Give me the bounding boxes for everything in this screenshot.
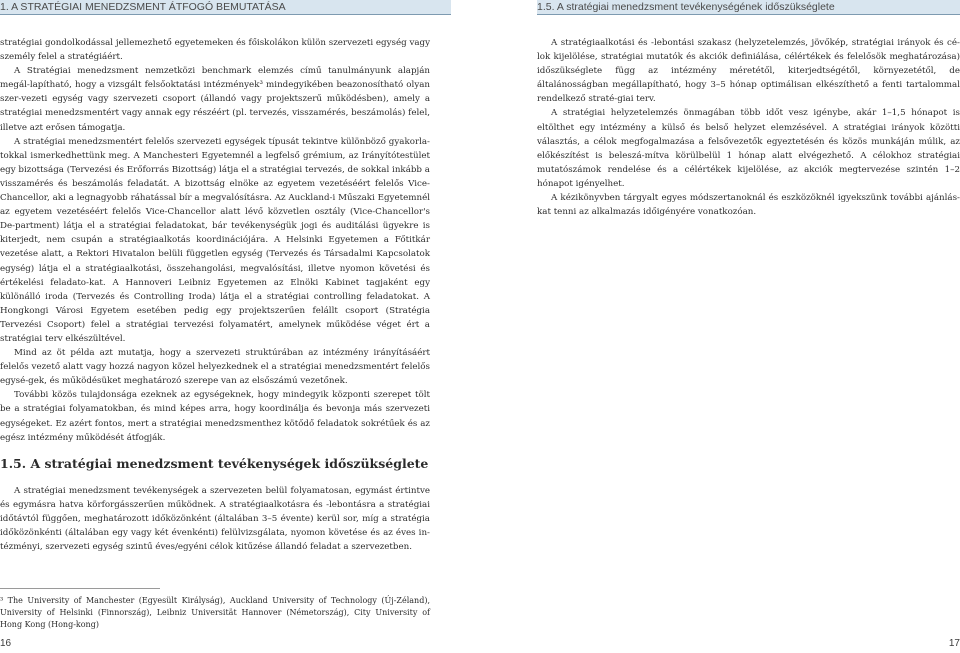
running-header-right: 1.5. A stratégiai menedzsment tevékenységének időszükséglete [537, 0, 960, 15]
footnote-divider [0, 588, 160, 589]
running-header-left: 1. A STRATÉGIAI MENEDZSMENT ÁTFOGÓ BEMUTATÁSA [0, 0, 451, 15]
footnote: ³ The University of Manchester (Egyesült Királyság), Auckland University of Technology (Új-Zéland), University of Helsinki (Finnország), Leibniz Universität Hannover (Németország), City University of Hong Kong (Hong-kong) [0, 596, 430, 629]
section-heading: 1.5. A stratégiai menedzsment tevékenységek időszükséglete [0, 456, 429, 471]
paragraph: További közös tulajdonsága ezeknek az egységeknek, hogy mindegyik központi szerepet tölt be a stratégiai folyamatokban, és mind képes arra, hogy koordinálja és bevonja más szervezeti egységeket. Ez azért fontos, mert a stratégiai menedzsmenthez kötődő feladatok sokrétűek és az egész intézmény működését átfogják. [0, 390, 430, 443]
page-number-right: 17 [948, 638, 960, 649]
paragraph: stratégiai gondolkodással jellemezhető egyetemeken és főiskolákon külön szervezeti egység vagy személy felel a stratégiáért. [0, 38, 430, 63]
paragraph: Mind az öt példa azt mutatja, hogy a szervezeti struktúrában az intézmény irányításáért felelős vezető alatt vagy hozzá nagyon közel helyezkednek el a stratégiai menedzsmentért felelős egysé-gek, és működésüket meghatározó szerepe van az elsőszámú vezetőnek. [0, 348, 430, 387]
page-number-left: 16 [0, 638, 12, 649]
paragraph: A kézikönyvben tárgyalt egyes módszertanoknál és eszközöknél igyekszünk további ajánlás-kat tenni az alkalmazás időigényére vonatkozóan. [537, 193, 960, 218]
paragraph: A stratégiai menedzsmentért felelős szervezeti egységek típusát tekintve különböző gyakorla-tokkal ismerkedhettünk meg. A Manchesteri Egyetemnél a legfelső grémium, az Irányítótestület egy bizottsága (Tervezési és Erőforrás Bizottság) látja el a stratégiai tervezés, de sokkal inkább a visszamérés és beszámolás feladatát. A bizottság elnöke az egyetem vezetéséért felelős Vice-Chancellor, aki a legnagyobb ráhatással bír a megvalósításra. Az Auckland-i Műszaki Egyetemnél az egyetem vezetéséért felelős Vice-Chancellor alatt lévő közvetlen osztály (Vice-Chancellor's De-partment) látja el a stratégiai feladatokat, bár tevékenységük jogi és auditálási ügyekre is kiterjedt, nem csupán a stratégiaalkotás koordinációjára. A Helsinki Egyetemen a Főtitkár vezetése alatt, a Rektori Hivatalon belüli független egység (Tervezés és Társadalmi Kapcsolatok egység) látja el a stratégiaalkotási, összehangolási, megvalósítási, illetve nyomon követési és értékelési feladato-kat. A Hannoveri Leibniz Egyetemen az Elnöki Kabinet tagjaként egy különálló iroda (Tervezés és Controlling Iroda) látja el a stratégiai controlling feladatokat. A Hongkongi Városi Egyetem esetében pedig egy projektszerűen felállt csoport (Stratégia Tervezési Csoport) felel a stratégiai tervezési folyamatért, amelynek működése véget ért a stratégiai terv elkészültével. [0, 136, 430, 344]
paragraph: A stratégiai menedzsment tevékenységek a szervezeten belül folyamatosan, egymást értintve és egymásra hatva körforgásszerűen működnek. A stratégiaalkotásra és -lebontásra a stratégiai időtávtól függően, meghatározott időközönként (általában 3–5 évente) kerül sor, míg a stratégia időközönkénti (általában egy vagy két évenkénti) felülvizsgálata, nyomon követése és az éves in-tézményi, szervezeti egység szintű éves/egyéni célok kitűzése állandó feladat a szervezetben. [0, 486, 430, 553]
paragraph: A Stratégiai menedzsment nemzetközi benchmark elemzés című tanulmányunk alapján megál-lapítható, hogy a vizsgált felsőoktatási intézmények³ mindegyikében beazonosítható olyan szer-vezeti egység vagy szervezeti csoport (állandó vagy projektszerű működésben), amely a stratégiai menedzsmentért vagy annak egy részéért (pl. tervezés, visszamérés, beszámolás) felel, illetve azt erősen támogatja. [0, 66, 430, 133]
section-body [0, 484, 430, 554]
paragraph: A stratégiaalkotási és -lebontási szakasz (helyzetelemzés, jövőkép, stratégiai irányok és cé-lok kijelölése, stratégiai mutatók és akciók definiálása, célértékek és felelősök meghatározása) időszükséglete függ az intézmény méretétől, kiterjedtségétől, környezetétől, de általánosságban megállapítható, hogy 3–5 hónap optimálisan elkészíthető a fenti tartalommal rendelkező straté-giai terv. [537, 38, 960, 105]
paragraph: A stratégiai helyzetelemzés önmagában több időt vesz igénybe, akár 1–1,5 hónapot is eltölthet egy intézmény a külső és belső helyzet elemzésével. A stratégiai irányok közötti választás, a célok megfogalmazása a felsővezetők egyeztetésén és közös munkáján múlik, az előkészítést is beleszá-mítva körülbelül 1 hónap alatt elvégezhető. A célokhoz stratégiai mutatószámok rendelése és a célértékek kijelölése, az akciók megtervezése szintén 1–2 hónapot igényelhet. [537, 108, 960, 189]
right-column [537, 36, 960, 219]
left-column [0, 36, 430, 445]
